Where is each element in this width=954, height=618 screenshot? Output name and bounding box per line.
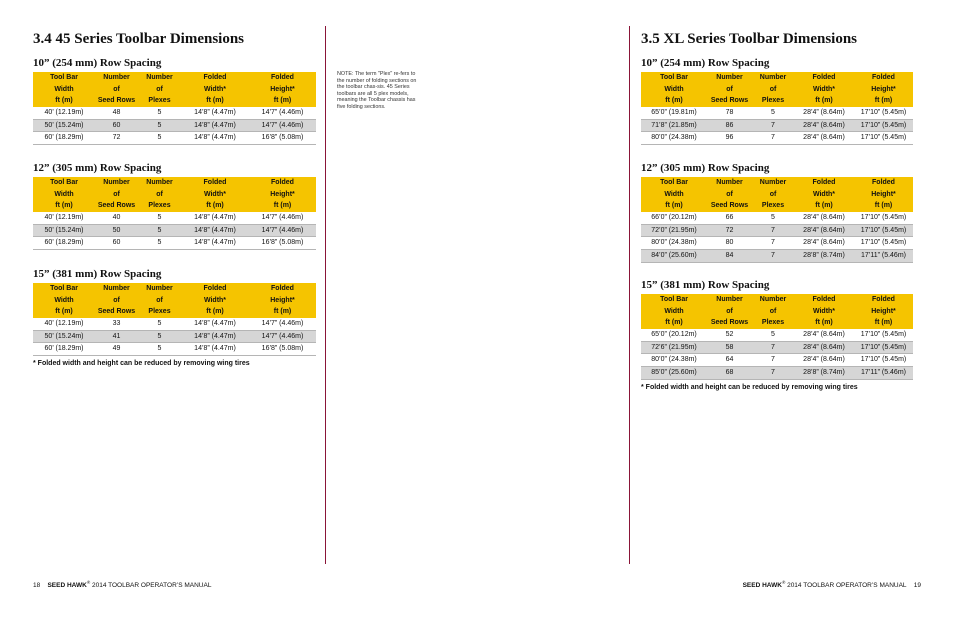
table-cell: 14’7” (4.46m) xyxy=(249,224,316,237)
table-cell: 14’8” (4.47m) xyxy=(181,107,249,119)
header-row xyxy=(641,72,913,84)
table-cell: 28’4” (8.64m) xyxy=(794,212,854,224)
column-header: Height* xyxy=(249,84,316,96)
column-header: Height* xyxy=(249,189,316,201)
column-header: Folded xyxy=(181,177,249,189)
column-header: of xyxy=(707,306,752,318)
table-cell: 50’ (15.24m) xyxy=(33,224,95,237)
column-header: Width* xyxy=(181,84,249,96)
header-row xyxy=(33,189,316,201)
table-cell: 72 xyxy=(95,132,138,145)
header-row xyxy=(641,306,913,318)
table-cell: 48 xyxy=(95,107,138,119)
table-row xyxy=(641,250,913,263)
footer-left xyxy=(33,580,211,589)
table-cell: 7 xyxy=(752,119,794,132)
table-row xyxy=(641,237,913,250)
section-45-10in xyxy=(33,57,316,145)
column-header: of xyxy=(95,295,138,307)
footnote: * Folded width and height can be reduced by removing wing tires xyxy=(33,360,250,368)
table-cell: 5 xyxy=(752,107,794,119)
section-heading: 12” (305 mm) Row Spacing xyxy=(33,162,162,174)
table-row xyxy=(33,107,316,119)
table-cell: 50’ (15.24m) xyxy=(33,119,95,132)
dimensions-table xyxy=(33,283,316,356)
table-cell: 7 xyxy=(752,367,794,380)
page-title-45-series: 3.4 45 Series Toolbar Dimensions xyxy=(33,31,245,47)
column-header: Plexes xyxy=(138,200,181,212)
table-cell: 17’10” (5.45m) xyxy=(854,212,913,224)
column-header: Tool Bar xyxy=(33,72,95,84)
table-cell: 14’8” (4.47m) xyxy=(181,119,249,132)
table-row xyxy=(641,367,913,380)
column-header: ft (m) xyxy=(641,200,707,212)
column-header: Seed Rows xyxy=(707,200,752,212)
column-header: ft (m) xyxy=(794,317,854,329)
column-header: Tool Bar xyxy=(641,294,707,306)
table-cell: 5 xyxy=(138,343,181,356)
table-row xyxy=(33,318,316,330)
header-row xyxy=(641,200,913,212)
header-row xyxy=(641,84,913,96)
column-header: Height* xyxy=(854,189,913,201)
header-row xyxy=(33,72,316,84)
table-cell: 5 xyxy=(138,119,181,132)
brand-name: SEED HAWK xyxy=(742,582,782,590)
table-cell: 14’7” (4.46m) xyxy=(249,212,316,224)
column-header: Number xyxy=(138,283,181,295)
section-xl-10in xyxy=(641,57,913,145)
table-cell: 16’8” (5.08m) xyxy=(249,237,316,250)
manual-title: 2014 TOOLBAR OPERATOR’S MANUAL xyxy=(787,582,907,590)
table-cell: 7 xyxy=(752,224,794,237)
table-cell: 28’4” (8.64m) xyxy=(794,237,854,250)
section-heading: 10” (254 mm) Row Spacing xyxy=(641,57,770,69)
table-cell: 85’0” (25.60m) xyxy=(641,367,707,380)
column-header: Plexes xyxy=(138,95,181,107)
column-header: of xyxy=(752,84,794,96)
column-header: Folded xyxy=(794,177,854,189)
dimensions-table xyxy=(641,177,913,263)
table-cell: 60’ (18.29m) xyxy=(33,237,95,250)
table-row xyxy=(33,330,316,343)
column-header: Height* xyxy=(249,295,316,307)
table-cell: 28’4” (8.64m) xyxy=(794,224,854,237)
table-cell: 7 xyxy=(752,132,794,145)
column-header: Number xyxy=(752,177,794,189)
column-header: ft (m) xyxy=(33,95,95,107)
column-header: Folded xyxy=(249,283,316,295)
column-header: Folded xyxy=(854,177,913,189)
table-cell: 84’0” (25.60m) xyxy=(641,250,707,263)
registered-mark: ® xyxy=(86,580,91,585)
column-header: Number xyxy=(138,177,181,189)
column-header: Number xyxy=(707,177,752,189)
table-cell: 7 xyxy=(752,237,794,250)
table-cell: 17’10” (5.45m) xyxy=(854,107,913,119)
table-cell: 28’4” (8.64m) xyxy=(794,354,854,367)
column-header: Width xyxy=(33,295,95,307)
column-header: Plexes xyxy=(752,95,794,107)
table-cell: 72 xyxy=(707,224,752,237)
table-cell: 80’0” (24.38m) xyxy=(641,132,707,145)
header-row xyxy=(641,189,913,201)
table-cell: 80 xyxy=(707,237,752,250)
table-cell: 7 xyxy=(752,250,794,263)
table-cell: 28’8” (8.74m) xyxy=(794,367,854,380)
table-row xyxy=(641,354,913,367)
column-header: Number xyxy=(707,72,752,84)
table-cell: 65’0” (20.12m) xyxy=(641,329,707,341)
column-header: Number xyxy=(707,294,752,306)
table-cell: 14’8” (4.47m) xyxy=(181,237,249,250)
column-header: Seed Rows xyxy=(95,306,138,318)
column-header: ft (m) xyxy=(181,95,249,107)
table-cell: 14’8” (4.47m) xyxy=(181,224,249,237)
table-cell: 5 xyxy=(138,212,181,224)
column-header: Width xyxy=(641,306,707,318)
table-cell: 60 xyxy=(95,237,138,250)
table-cell: 14’8” (4.47m) xyxy=(181,343,249,356)
table-cell: 28’8” (8.74m) xyxy=(794,250,854,263)
column-header: of xyxy=(752,306,794,318)
column-header: ft (m) xyxy=(794,95,854,107)
table-row xyxy=(33,224,316,237)
section-xl-15in xyxy=(641,279,913,391)
table-cell: 52 xyxy=(707,329,752,341)
page-number: 18 xyxy=(33,582,41,590)
section-heading: 15” (381 mm) Row Spacing xyxy=(641,279,770,291)
table-cell: 5 xyxy=(138,318,181,330)
column-header: of xyxy=(752,189,794,201)
column-header: of xyxy=(707,84,752,96)
column-header: Width xyxy=(641,189,707,201)
header-row xyxy=(33,295,316,307)
header-row xyxy=(33,283,316,295)
table-cell: 66’0” (20.12m) xyxy=(641,212,707,224)
section-heading: 15” (381 mm) Row Spacing xyxy=(33,268,162,280)
table-cell: 16’8” (5.08m) xyxy=(249,132,316,145)
column-header: ft (m) xyxy=(33,200,95,212)
table-cell: 14’7” (4.46m) xyxy=(249,107,316,119)
column-header: Tool Bar xyxy=(641,177,707,189)
table-cell: 68 xyxy=(707,367,752,380)
column-header: Width* xyxy=(794,84,854,96)
table-cell: 7 xyxy=(752,341,794,354)
header-row xyxy=(641,317,913,329)
table-cell: 64 xyxy=(707,354,752,367)
section-45-12in xyxy=(33,162,316,250)
column-header: of xyxy=(138,295,181,307)
column-header: ft (m) xyxy=(854,200,913,212)
column-header: Tool Bar xyxy=(641,72,707,84)
column-header: ft (m) xyxy=(854,95,913,107)
column-header: Seed Rows xyxy=(707,317,752,329)
column-header: Height* xyxy=(854,306,913,318)
table-cell: 40’ (12.19m) xyxy=(33,212,95,224)
table-cell: 16’8” (5.08m) xyxy=(249,343,316,356)
table-cell: 40 xyxy=(95,212,138,224)
column-header: ft (m) xyxy=(641,95,707,107)
column-header: Folded xyxy=(794,72,854,84)
column-header: of xyxy=(95,189,138,201)
column-header: ft (m) xyxy=(181,306,249,318)
table-cell: 50 xyxy=(95,224,138,237)
section-45-15in xyxy=(33,268,316,367)
column-header: ft (m) xyxy=(641,317,707,329)
column-header: Folded xyxy=(181,72,249,84)
column-header: ft (m) xyxy=(249,95,316,107)
table-cell: 71’8” (21.85m) xyxy=(641,119,707,132)
table-cell: 33 xyxy=(95,318,138,330)
table-cell: 5 xyxy=(138,224,181,237)
column-header: Number xyxy=(95,177,138,189)
header-row xyxy=(33,200,316,212)
section-heading: 12” (305 mm) Row Spacing xyxy=(641,162,770,174)
header-row xyxy=(641,294,913,306)
table-cell: 60’ (18.29m) xyxy=(33,132,95,145)
table-cell: 14’8” (4.47m) xyxy=(181,132,249,145)
column-header: Number xyxy=(752,294,794,306)
table-cell: 14’7” (4.46m) xyxy=(249,318,316,330)
table-row xyxy=(641,107,913,119)
table-row xyxy=(641,212,913,224)
column-header: ft (m) xyxy=(181,200,249,212)
column-header: Width* xyxy=(181,189,249,201)
table-cell: 17’10” (5.45m) xyxy=(854,329,913,341)
header-row xyxy=(33,95,316,107)
column-header: Plexes xyxy=(752,200,794,212)
table-row xyxy=(33,132,316,145)
table-cell: 14’7” (4.46m) xyxy=(249,330,316,343)
column-header: ft (m) xyxy=(854,317,913,329)
column-header: Folded xyxy=(181,283,249,295)
header-row xyxy=(33,177,316,189)
dimensions-table xyxy=(33,177,316,250)
header-row xyxy=(641,177,913,189)
page-title-xl-series: 3.5 XL Series Toolbar Dimensions xyxy=(641,31,858,47)
column-header: Width* xyxy=(794,189,854,201)
table-cell: 5 xyxy=(138,132,181,145)
column-header: Height* xyxy=(854,84,913,96)
column-header: of xyxy=(138,84,181,96)
table-row xyxy=(641,341,913,354)
table-cell: 78 xyxy=(707,107,752,119)
table-cell: 14’8” (4.47m) xyxy=(181,330,249,343)
plex-note: NOTE: The term "Plex" re-fers to the number of folding sections on the toolbar chas-sis. 45 Series toolbars are all 5 plex models, meaning the Toolbar chassis has five folding sections. xyxy=(337,71,417,110)
table-cell: 28’4” (8.64m) xyxy=(794,341,854,354)
left-page-divider xyxy=(325,26,326,564)
table-cell: 17’10” (5.45m) xyxy=(854,341,913,354)
table-row xyxy=(33,237,316,250)
section-xl-12in xyxy=(641,162,913,263)
dimensions-table xyxy=(641,72,913,145)
table-cell: 28’4” (8.64m) xyxy=(794,107,854,119)
column-header: Width* xyxy=(794,306,854,318)
column-header: Width xyxy=(33,84,95,96)
table-cell: 84 xyxy=(707,250,752,263)
table-cell: 5 xyxy=(752,212,794,224)
column-header: Tool Bar xyxy=(33,177,95,189)
table-row xyxy=(641,329,913,341)
column-header: Seed Rows xyxy=(95,200,138,212)
column-header: Number xyxy=(95,283,138,295)
column-header: Number xyxy=(752,72,794,84)
column-header: Plexes xyxy=(752,317,794,329)
table-row xyxy=(641,132,913,145)
table-cell: 40’ (12.19m) xyxy=(33,107,95,119)
manual-title: 2014 TOOLBAR OPERATOR’S MANUAL xyxy=(91,582,212,590)
table-cell: 65’0” (19.81m) xyxy=(641,107,707,119)
column-header: ft (m) xyxy=(794,200,854,212)
table-cell: 58 xyxy=(707,341,752,354)
column-header: ft (m) xyxy=(33,306,95,318)
column-header: Folded xyxy=(249,177,316,189)
column-header: of xyxy=(95,84,138,96)
column-header: Number xyxy=(138,72,181,84)
header-row xyxy=(641,95,913,107)
table-cell: 86 xyxy=(707,119,752,132)
table-cell: 72’6” (21.95m) xyxy=(641,341,707,354)
table-cell: 5 xyxy=(138,237,181,250)
column-header: Width xyxy=(641,84,707,96)
table-cell: 17’11” (5.46m) xyxy=(854,250,913,263)
column-header: of xyxy=(707,189,752,201)
table-cell: 72’0” (21.95m) xyxy=(641,224,707,237)
column-header: ft (m) xyxy=(249,306,316,318)
table-cell: 28’4” (8.64m) xyxy=(794,132,854,145)
dimensions-table xyxy=(33,72,316,145)
table-cell: 14’8” (4.47m) xyxy=(181,212,249,224)
header-row xyxy=(33,306,316,318)
table-cell: 17’10” (5.45m) xyxy=(854,224,913,237)
table-cell: 14’8” (4.47m) xyxy=(181,318,249,330)
column-header: Number xyxy=(95,72,138,84)
footnote: * Folded width and height can be reduced by removing wing tires xyxy=(641,383,858,391)
table-cell: 17’10” (5.45m) xyxy=(854,354,913,367)
table-cell: 17’10” (5.45m) xyxy=(854,132,913,145)
table-cell: 28’4” (8.64m) xyxy=(794,329,854,341)
registered-mark: ® xyxy=(781,580,786,585)
column-header: Width* xyxy=(181,295,249,307)
table-cell: 96 xyxy=(707,132,752,145)
table-cell: 80’0” (24.38m) xyxy=(641,354,707,367)
column-header: Seed Rows xyxy=(707,95,752,107)
footer-right xyxy=(743,580,921,589)
table-row xyxy=(33,119,316,132)
table-cell: 17’10” (5.45m) xyxy=(854,237,913,250)
table-row xyxy=(641,224,913,237)
table-cell: 60 xyxy=(95,119,138,132)
table-cell: 7 xyxy=(752,354,794,367)
page-number: 19 xyxy=(913,582,921,590)
table-cell: 40’ (12.19m) xyxy=(33,318,95,330)
column-header: of xyxy=(138,189,181,201)
table-cell: 49 xyxy=(95,343,138,356)
table-cell: 5 xyxy=(138,107,181,119)
table-cell: 28’4” (8.64m) xyxy=(794,119,854,132)
table-cell: 17’10” (5.45m) xyxy=(854,119,913,132)
table-row xyxy=(641,119,913,132)
right-page-divider xyxy=(629,26,630,564)
column-header: Width xyxy=(33,189,95,201)
section-heading: 10” (254 mm) Row Spacing xyxy=(33,57,162,69)
table-cell: 5 xyxy=(752,329,794,341)
table-cell: 60’ (18.29m) xyxy=(33,343,95,356)
table-cell: 17’11” (5.46m) xyxy=(854,367,913,380)
table-cell: 80’0” (24.38m) xyxy=(641,237,707,250)
table-row xyxy=(33,343,316,356)
column-header: Seed Rows xyxy=(95,95,138,107)
table-cell: 5 xyxy=(138,330,181,343)
column-header: Tool Bar xyxy=(33,283,95,295)
table-row xyxy=(33,212,316,224)
column-header: Folded xyxy=(794,294,854,306)
column-header: Folded xyxy=(249,72,316,84)
table-cell: 50’ (15.24m) xyxy=(33,330,95,343)
table-cell: 14’7” (4.46m) xyxy=(249,119,316,132)
header-row xyxy=(33,84,316,96)
column-header: Plexes xyxy=(138,306,181,318)
column-header: Folded xyxy=(854,294,913,306)
table-cell: 41 xyxy=(95,330,138,343)
column-header: Folded xyxy=(854,72,913,84)
brand-name: SEED HAWK xyxy=(47,582,87,590)
dimensions-table xyxy=(641,294,913,380)
column-header: ft (m) xyxy=(249,200,316,212)
table-cell: 66 xyxy=(707,212,752,224)
